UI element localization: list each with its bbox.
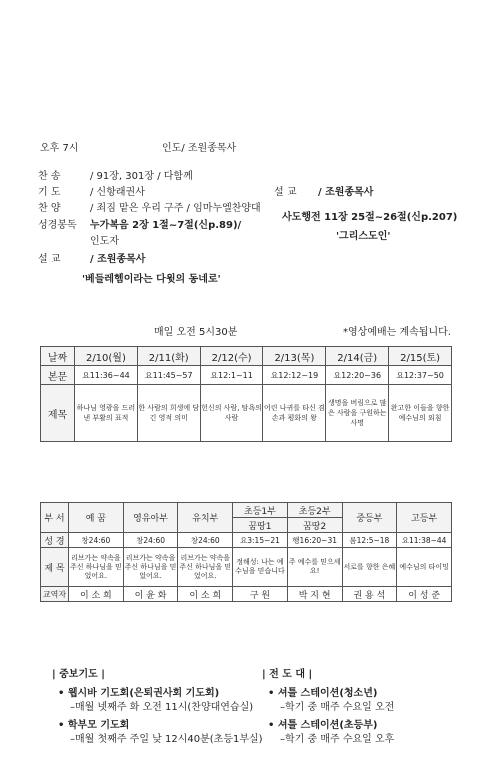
prayer-item-detail: –매월 첫째주 주일 낮 12시40분(초등1부실) [70, 734, 263, 745]
order-label: 성경봉독 [38, 220, 77, 231]
table-row [41, 533, 452, 548]
order-sermon [38, 250, 145, 265]
order-value: 인도자 [90, 236, 119, 247]
text-cell: 창24:60 [69, 533, 124, 548]
title-cell: 생명을 버림으로 많은 사람을 구원하는 사명 [326, 385, 389, 442]
title-cell: 서로를 향한 은혜 [342, 548, 397, 587]
evening-leader: 인도/ 조원종목사 [162, 143, 237, 154]
dept-cell: 예 꿈 [69, 503, 124, 533]
evangelism-item-title: • 셔틀 스테이션(초등부) [268, 720, 378, 731]
teacher-cell: 구 원 [233, 587, 288, 602]
order-reading [38, 216, 241, 231]
date-cell: 2/11(화) [137, 347, 200, 366]
dept-sub-cell: 꿈땅1 [233, 518, 288, 533]
order-value: / 조원종목사 [318, 187, 374, 198]
order-label: 기 도 [38, 187, 61, 198]
evangelism-heading: | 전 도 대 | [262, 669, 313, 680]
title-cell: 하나님 영광을 드러낸 부활의 표적 [75, 385, 138, 442]
col-title-label: 제목 [41, 385, 75, 442]
table-row [41, 587, 452, 602]
col-teacher-label: 교역자 [41, 587, 69, 602]
dept-cell: 중등부 [342, 503, 397, 533]
order-prayer [38, 183, 145, 198]
col-title-label: 제 목 [41, 548, 69, 587]
table-row [41, 347, 452, 366]
right-sermon [274, 183, 373, 198]
dept-cell: 고등부 [397, 503, 452, 533]
date-cell: 2/15(토) [389, 347, 452, 366]
title-cell: 리브가는 약속을 주신 하나님을 믿었어요. [123, 548, 178, 587]
order-value: 누가복음 2장 1절~7절(신p.89)/ [90, 220, 242, 231]
order-praise [38, 199, 261, 214]
table-row [41, 548, 452, 587]
dawn-table [40, 346, 452, 442]
order-value: / 신항래권사 [90, 187, 145, 198]
text-cell: 요12:20~36 [326, 366, 389, 385]
teacher-cell: 이 윤 화 [123, 587, 178, 602]
title-cell: 리브가는 약속을 주신 하나님을 믿었어요. [69, 548, 124, 587]
right-passage: 사도행전 11장 25절~26절(신p.207) [282, 212, 458, 223]
dept-cell: 초등1부 [233, 503, 288, 518]
date-cell: 2/13(목) [263, 347, 326, 366]
title-cell: 주 예수를 믿으세요! [287, 548, 342, 587]
date-cell: 2/14(금) [326, 347, 389, 366]
order-hymn [38, 167, 193, 182]
title-cell: 정해성: 나는 예수님을 믿습니다 [233, 548, 288, 587]
prayer-heading: | 중보기도 | [52, 669, 105, 680]
table-row [41, 366, 452, 385]
dawn-time: 매일 오전 5시30분 [154, 327, 238, 338]
evangelism-item-detail: –학기 중 매주 수요일 오후 [280, 734, 395, 745]
text-cell: 행16:20~31 [287, 533, 342, 548]
text-cell: 요12:1~11 [200, 366, 263, 385]
date-cell: 2/12(수) [200, 347, 263, 366]
order-label: 설 교 [274, 187, 297, 198]
table-row [41, 385, 452, 442]
title-cell: 한 사람의 희생에 담긴 영적 의미 [137, 385, 200, 442]
title-cell: 예수님의 타이밍 [397, 548, 452, 587]
title-cell: 어린 나귀를 타신 겸손과 평화의 왕 [263, 385, 326, 442]
prayer-item-title: • 웹시바 기도회(은퇴권사회 기도회) [58, 688, 220, 699]
dept-cell: 영유아부 [123, 503, 178, 533]
text-cell: 롬12:5~18 [342, 533, 397, 548]
col-dept-label: 부 서 [41, 503, 69, 533]
teacher-cell: 박 지 현 [287, 587, 342, 602]
teacher-cell: 이 소 희 [69, 587, 124, 602]
col-date-label: 날짜 [41, 347, 75, 366]
sermon-title: '베들레헴이라는 다윗의 동네로' [82, 274, 221, 285]
table-row [41, 503, 452, 518]
title-cell: 헌신의 사람, 탐욕의 사람 [200, 385, 263, 442]
col-text-label: 본문 [41, 366, 75, 385]
teacher-cell: 이 성 준 [397, 587, 452, 602]
title-cell: 완고한 이들을 향한 예수님의 외침 [389, 385, 452, 442]
order-value: / 91장, 301장 / 다함께 [90, 171, 193, 182]
title-cell: 리브가는 약속을 주신 하나님을 믿었어요. [178, 548, 233, 587]
dawn-note: *영상예배는 계속됩니다. [343, 327, 451, 338]
evangelism-item-detail: –학기 중 매주 수요일 오전 [280, 702, 395, 713]
order-reader [38, 232, 119, 247]
order-label: 설 교 [38, 254, 61, 265]
order-label: 찬 송 [38, 171, 61, 182]
dept-sub-cell: 꿈땅2 [287, 518, 342, 533]
text-cell: 요11:36~44 [75, 366, 138, 385]
dept-cell: 초등2부 [287, 503, 342, 518]
teacher-cell: 이 소 희 [178, 587, 233, 602]
text-cell: 요11:45~57 [137, 366, 200, 385]
text-cell: 창24:60 [123, 533, 178, 548]
text-cell: 창24:60 [178, 533, 233, 548]
school-table [40, 502, 452, 602]
order-label: 찬 양 [38, 203, 61, 214]
right-title: '그리스도인' [336, 231, 391, 242]
text-cell: 요3:15~21 [233, 533, 288, 548]
text-cell: 요12:12~19 [263, 366, 326, 385]
teacher-cell: 권 용 석 [342, 587, 397, 602]
prayer-item-title: • 학부모 기도회 [58, 720, 130, 731]
date-cell: 2/10(월) [75, 347, 138, 366]
prayer-item-detail: –매월 넷째주 화 오전 11시(찬양대연습실) [70, 702, 254, 713]
text-cell: 요12:37~50 [389, 366, 452, 385]
text-cell: 요11:38~44 [397, 533, 452, 548]
dept-cell: 유치부 [178, 503, 233, 533]
order-value: / 죄짐 맡은 우리 구주 / 임마누엘찬양대 [90, 203, 261, 214]
col-text-label: 성 경 [41, 533, 69, 548]
evangelism-item-title: • 셔틀 스테이션(청소년) [268, 688, 378, 699]
order-value: / 조원종목사 [90, 254, 146, 265]
evening-time: 오후 7시 [40, 143, 79, 154]
